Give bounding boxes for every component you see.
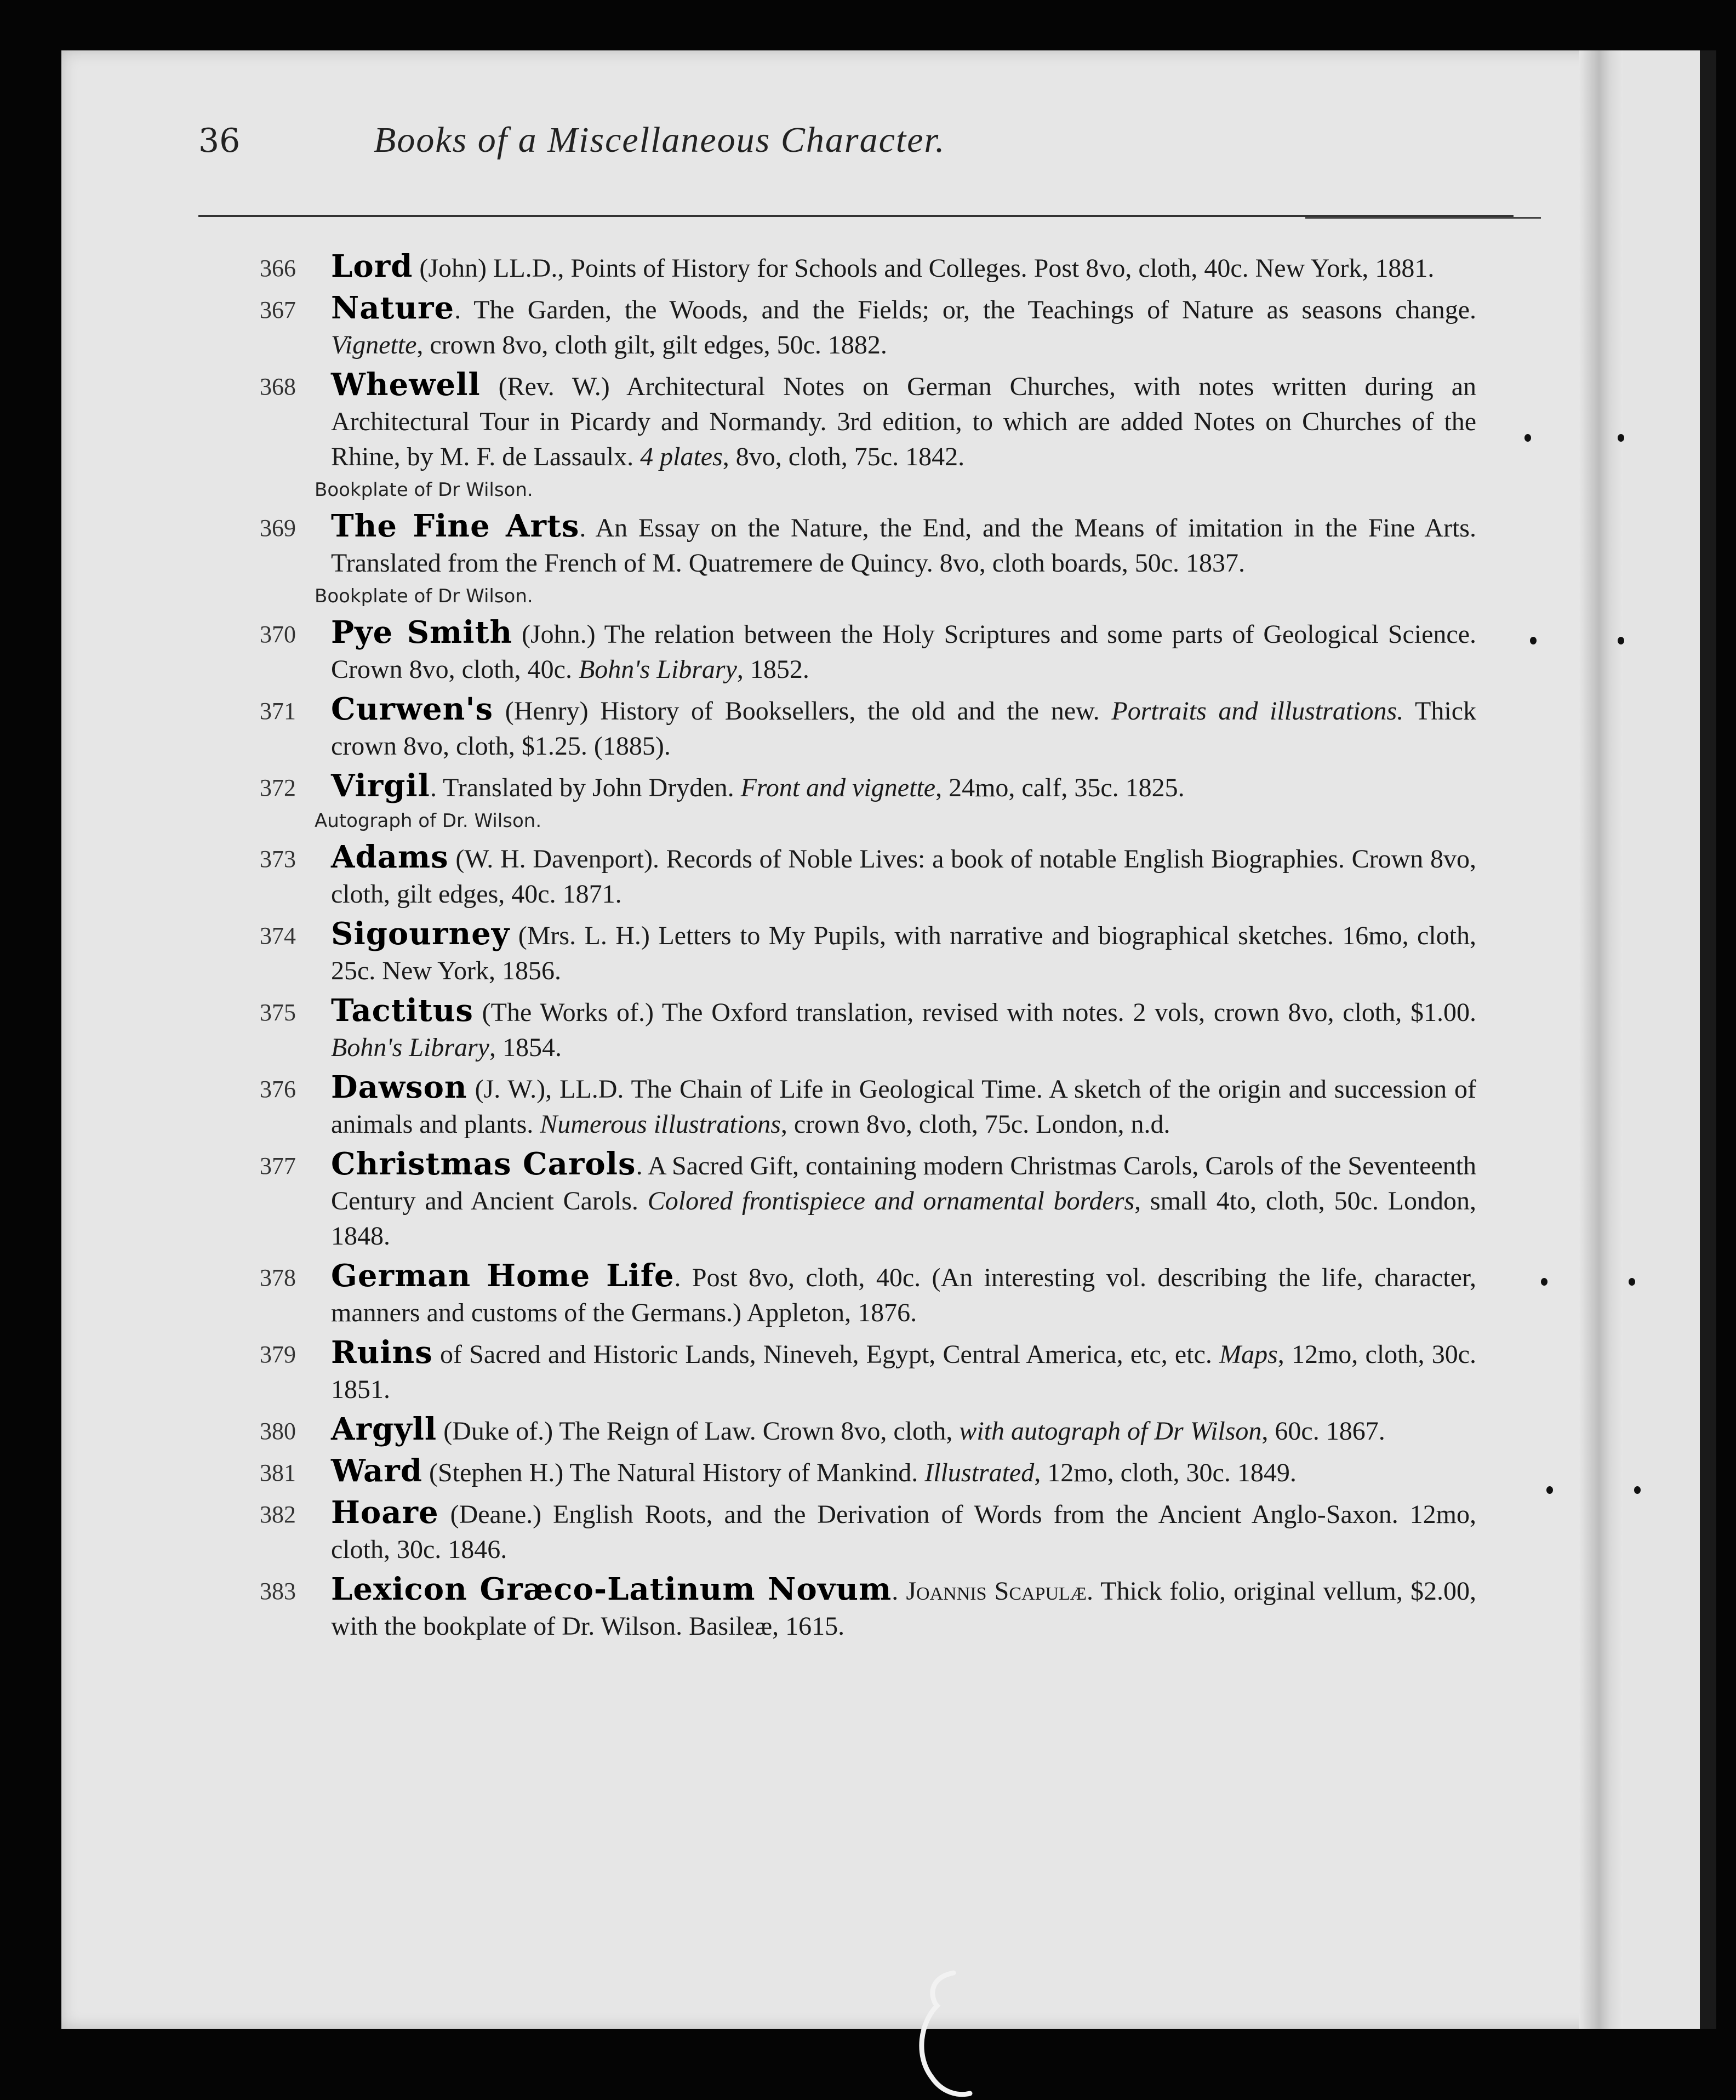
page-header <box>198 111 1437 198</box>
facing-page-shadow <box>1700 50 1716 2029</box>
entry-headword: Tactitus <box>331 992 473 1029</box>
entry-text: of Sacred and Historic Lands, Nineveh, Egypt, Central America, etc, etc. <box>432 1340 1220 1369</box>
binding-hole-mark <box>1634 1486 1641 1494</box>
entry-text: (J. W.), LL.D. The Chain of Life in Geological Time. A sketch of the origin and succession of animals and plants. <box>331 1075 1476 1139</box>
provenance-note: Autograph of Dr. Wilson. <box>315 810 542 832</box>
entry-headword: Adams <box>331 839 449 875</box>
entry-text: (Henry) History of Booksellers, the old and the new. <box>493 697 1112 726</box>
catalogue-entries <box>260 249 1476 1648</box>
entry-text: . Post 8vo, cloth, 40c. (An interesting vol. describing the life, character, manners and customs of the Germans.) Appleton, 1876. <box>331 1263 1477 1327</box>
catalogue-entry <box>260 1495 1476 1567</box>
catalogue-entry <box>260 615 1476 687</box>
entry-italic-text: Maps <box>1219 1340 1278 1369</box>
entry-headword: Ward <box>331 1453 422 1489</box>
entry-text: , crown 8vo, cloth, 75c. London, n.d. <box>780 1110 1170 1139</box>
catalogue-entry <box>260 993 1476 1065</box>
binding-hole-mark <box>1530 637 1537 644</box>
catalogue-entry <box>260 1070 1476 1142</box>
entry-text: (W. H. Davenport). Records of Noble Lives: a book of notable English Biographies. Crown 8vo, cloth, gilt edges, 40c. 1871. <box>331 844 1476 909</box>
entry-number: 378 <box>260 1264 296 1291</box>
entry-number: 366 <box>260 255 296 282</box>
entry-number: 374 <box>260 922 296 949</box>
entry-text: . The Garden, the Woods, and the Fields; or, the Teachings of Nature as seasons change. <box>454 295 1476 324</box>
catalogue-entry <box>260 768 1476 806</box>
entry-headword: Virgil <box>331 768 430 804</box>
entry-number: 371 <box>260 698 296 724</box>
entry-headword: The Fine Arts <box>331 508 580 544</box>
entry-text: , 12mo, cloth, 30c. 1851. <box>331 1340 1476 1404</box>
binding-hole-mark <box>1546 1486 1553 1494</box>
entry-text: . An Essay on the Nature, the End, and the Means of imitation in the Fine Arts. Translated from the French of M. Quatremere de Quincy. 8vo, cloth boards, 50c. 1837. <box>331 513 1476 578</box>
entry-number: 370 <box>260 621 296 648</box>
binding-hole-mark <box>1618 637 1624 644</box>
binding-hole-mark <box>1618 434 1624 442</box>
catalogue-entry <box>260 916 1476 989</box>
book-page <box>61 50 1716 2029</box>
provenance-note: Bookplate of Dr Wilson. <box>315 585 533 607</box>
entry-text: . Translated by John Dryden. <box>430 773 741 802</box>
entry-headword: Ruins <box>331 1334 433 1371</box>
entry-headword: Lexicon Græco-Latinum Novum <box>331 1571 892 1607</box>
entry-text: , 1854. <box>489 1033 562 1062</box>
entry-italic-text: Bohn's Library <box>331 1033 489 1062</box>
entry-text: (Deane.) English Roots, and the Derivation of Words from the Ancient Anglo-Saxon. 12mo, cloth, 30c. 1846. <box>331 1500 1476 1564</box>
page-gutter <box>1579 50 1623 2029</box>
entry-headword: Argyll <box>331 1411 437 1447</box>
entry-headword: Sigourney <box>331 916 510 952</box>
entry-number: 381 <box>260 1459 296 1486</box>
entry-italic-text: Front and vignette <box>740 773 936 802</box>
entry-text: , 1852. <box>736 655 809 684</box>
binding-hole-mark <box>1629 1278 1635 1286</box>
catalogue-entry <box>260 692 1476 764</box>
entry-text: (Mrs. L. H.) Letters to My Pupils, with narrative and biographical sketches. 16mo, cloth, 25c. New York, 1856. <box>331 921 1476 985</box>
entry-italic-text: 4 plates <box>640 442 723 471</box>
entry-number: 383 <box>260 1578 296 1605</box>
binding-hole-mark <box>1541 1278 1547 1286</box>
entry-headword: Christmas Carols <box>331 1146 636 1182</box>
entry-number: 369 <box>260 515 296 541</box>
entry-headword: Curwen's <box>331 691 494 727</box>
entry-number: 382 <box>260 1501 296 1528</box>
entry-text: (The Works of.) The Oxford translation, revised with notes. 2 vols, crown 8vo, cloth, $1.00. <box>473 998 1476 1027</box>
entry-italic-text: Vignette <box>331 330 417 359</box>
entry-number: 379 <box>260 1341 296 1368</box>
entry-headword: Nature <box>331 290 455 326</box>
entry-text: , small 4to, cloth, 50c. London, 1848. <box>331 1186 1477 1251</box>
entry-text: , 24mo, calf, 35c. 1825. <box>935 773 1185 802</box>
catalogue-entry <box>260 249 1476 286</box>
entry-headword: Lord <box>331 248 413 284</box>
entry-italic-text: Portraits and illustrations. <box>1111 697 1404 726</box>
catalogue-entry <box>260 290 1476 363</box>
entry-text: (John.) The relation between the Holy Scriptures and some parts of Geological Science. Crown 8vo, cloth, 40c. <box>331 620 1477 684</box>
catalogue-entry <box>260 1146 1476 1254</box>
entry-text: . <box>892 1577 906 1606</box>
catalogue-entry <box>260 1258 1476 1331</box>
page-number: 36 <box>198 122 241 160</box>
running-title: Books of a Miscellaneous Character. <box>374 120 946 160</box>
entry-number: 367 <box>260 296 296 323</box>
entry-text: Thick crown 8vo, cloth, $1.25. (1885). <box>331 697 1476 761</box>
facing-page-edge <box>1623 50 1716 2029</box>
entry-italic-text: Illustrated <box>924 1458 1035 1487</box>
entry-italic-text: Colored frontispiece and ornamental borders <box>647 1186 1135 1216</box>
entry-text: . Thick folio, original vellum, $2.00, with the bookplate of Dr. Wilson. Basileæ, 1615. <box>331 1577 1477 1641</box>
entry-headword: Whewell <box>331 367 481 403</box>
catalogue-entry <box>260 1412 1476 1449</box>
catalogue-entry <box>260 1335 1476 1407</box>
catalogue-entry <box>260 367 1476 475</box>
binding-hole-mark <box>1524 434 1531 442</box>
header-rule-secondary <box>1305 217 1541 219</box>
entry-italic-text: Numerous illustrations <box>540 1110 781 1139</box>
catalogue-entry <box>260 840 1476 912</box>
entry-italic-text: Bohn's Library <box>578 655 737 684</box>
entry-text: . A Sacred Gift, containing modern Christmas Carols, Carols of the Seventeenth Century and Ancient Carols. <box>331 1151 1477 1216</box>
entry-number: 368 <box>260 373 296 400</box>
entry-text: , 60c. 1867. <box>1261 1417 1385 1446</box>
entry-text: (John) LL.D., Points of History for Schools and Colleges. Post 8vo, cloth, 40c. New York, 1881. <box>413 254 1435 283</box>
entry-headword: Hoare <box>331 1494 439 1531</box>
provenance-note: Bookplate of Dr Wilson. <box>315 479 533 501</box>
entry-headword: Pye Smith <box>331 614 513 650</box>
entry-number: 373 <box>260 846 296 872</box>
entry-headword: Dawson <box>331 1069 467 1105</box>
entry-number: 375 <box>260 999 296 1026</box>
entry-number: 377 <box>260 1152 296 1179</box>
catalogue-entry <box>260 509 1476 581</box>
pen-mark <box>904 1967 992 2100</box>
entry-text: Joannis Scapulæ <box>906 1577 1087 1606</box>
entry-text: (Duke of.) The Reign of Law. Crown 8vo, cloth, <box>437 1417 960 1446</box>
entry-text: , 12mo, cloth, 30c. 1849. <box>1034 1458 1297 1487</box>
entry-text: , crown 8vo, cloth gilt, gilt edges, 50c. 1882. <box>416 330 887 359</box>
entry-number: 372 <box>260 774 296 801</box>
entry-number: 376 <box>260 1076 296 1103</box>
entry-text: (Rev. W.) Architectural Notes on German Churches, with notes written during an Architectural Tour in Picardy and Normandy. 3rd edition, to which are added Notes on Churches of the Rhine, by M. F. de Lassaulx. <box>331 372 1476 471</box>
entry-number: 380 <box>260 1418 296 1445</box>
entry-text: (Stephen H.) The Natural History of Mankind. <box>422 1458 925 1487</box>
catalogue-entry <box>260 1572 1476 1644</box>
entry-headword: German Home Life <box>331 1258 675 1294</box>
catalogue-entry <box>260 1453 1476 1491</box>
entry-italic-text: with autograph of Dr Wilson <box>959 1417 1262 1446</box>
entry-text: , 8vo, cloth, 75c. 1842. <box>722 442 965 471</box>
